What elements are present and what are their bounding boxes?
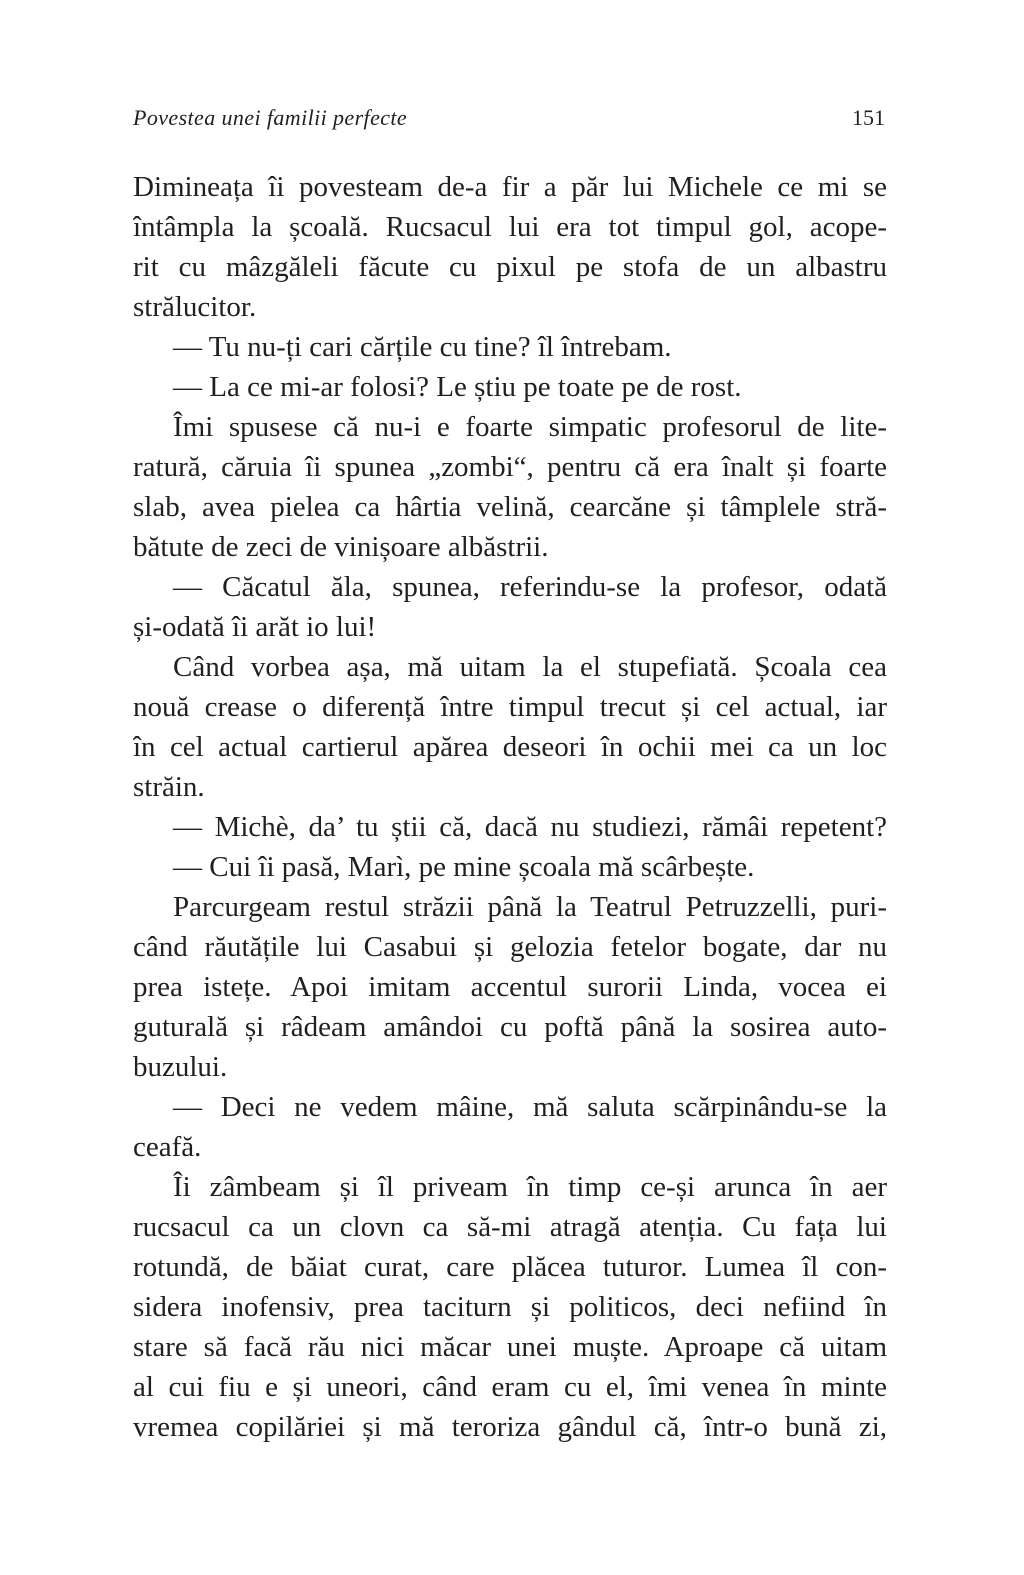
text-line: rucsacul ca un clovn ca să-mi atragă atenția. Cu fața lui (133, 1211, 887, 1243)
text-line: — Cui îi pasă, Marì, pe mine școala mă scârbește. (173, 851, 755, 883)
dialogue-paragraph (133, 807, 887, 847)
paragraph (133, 1167, 887, 1447)
text-line: Îi zâmbeam și îl priveam în timp ce-și arunca în aer (173, 1171, 887, 1203)
text-line: în cel actual cartierul apărea deseori în ochii mei ca un loc (133, 731, 887, 763)
text-line: slab, avea pielea ca hârtia velină, cearcăne și tâmplele stră- (133, 491, 887, 523)
text-line: Dimineața îi povesteam de-a fir a păr lui Michele ce mi se (133, 171, 887, 203)
paragraph (133, 647, 887, 807)
text-line: ceafă. (133, 1131, 202, 1163)
text-line: întâmpla la școală. Rucsacul lui era tot timpul gol, acope- (133, 211, 887, 243)
text-line: și-odată îi arăt io lui! (133, 611, 377, 643)
paragraph (133, 407, 887, 567)
text-line: rotundă, de băiat curat, care plăcea tuturor. Lumea îl con- (133, 1251, 887, 1283)
text-line: Îmi spusese că nu-i e foarte simpatic profesorul de lite- (173, 411, 887, 443)
paragraph (133, 167, 887, 327)
text-line: — Deci ne vedem mâine, mă saluta scărpinându-se la (173, 1091, 887, 1123)
text-line: vremea copilăriei și mă teroriza gândul că, într-o bună zi, (133, 1411, 887, 1443)
text-line: ratură, căruia îi spunea „zombi“, pentru că era înalt și foarte (133, 451, 887, 483)
text-line: sidera inofensiv, prea taciturn și politicos, deci nefiind în (133, 1291, 887, 1323)
dialogue-paragraph (133, 367, 887, 407)
text-line: guturală și râdeam amândoi cu poftă până la sosirea auto- (133, 1011, 887, 1043)
text-line: — La ce mi-ar folosi? Le știu pe toate pe de rost. (173, 371, 742, 403)
text-line: rit cu mâzgăleli făcute cu pixul pe stofa de un albastru (133, 251, 887, 283)
text-line: Parcurgeam restul străzii până la Teatrul Petruzzelli, puri- (173, 891, 887, 923)
dialogue-paragraph (133, 327, 887, 367)
text-line: — Căcatul ăla, spunea, referindu-se la profesor, odată (173, 571, 887, 603)
text-line: stare să facă rău nici măcar unei muște. Aproape că uitam (133, 1331, 887, 1363)
text-line: al cui fiu e și uneori, când eram cu el, îmi venea în minte (133, 1371, 887, 1403)
text-line: buzului. (133, 1051, 228, 1083)
text-line: — Tu nu-ți cari cărțile cu tine? îl întrebam. (173, 331, 672, 363)
text-line: strălucitor. (133, 291, 257, 323)
dialogue-paragraph (133, 1087, 887, 1167)
text-line: — Michè, da’ tu știi că, dacă nu studiezi, rămâi repetent? (173, 811, 887, 843)
dialogue-paragraph (133, 847, 887, 887)
paragraph (133, 887, 887, 1087)
dialogue-paragraph (133, 567, 887, 647)
text-line: bătute de zeci de vinișoare albăstrii. (133, 531, 549, 563)
body-text (133, 167, 887, 1447)
text-line: Când vorbea așa, mă uitam la el stupefiată. Școala cea (173, 651, 887, 683)
page-header (133, 104, 887, 132)
text-line: străin. (133, 771, 205, 803)
text-line: când răutățile lui Casabui și gelozia fetelor bogate, dar nu (133, 931, 887, 963)
text-line: prea istețe. Apoi imitam accentul surorii Linda, vocea ei (133, 971, 887, 1003)
page-number: 151 (852, 105, 885, 130)
text-line: nouă crease o diferență între timpul trecut și cel actual, iar (133, 691, 887, 723)
running-title: Povestea unei familii perfecte (133, 105, 408, 130)
